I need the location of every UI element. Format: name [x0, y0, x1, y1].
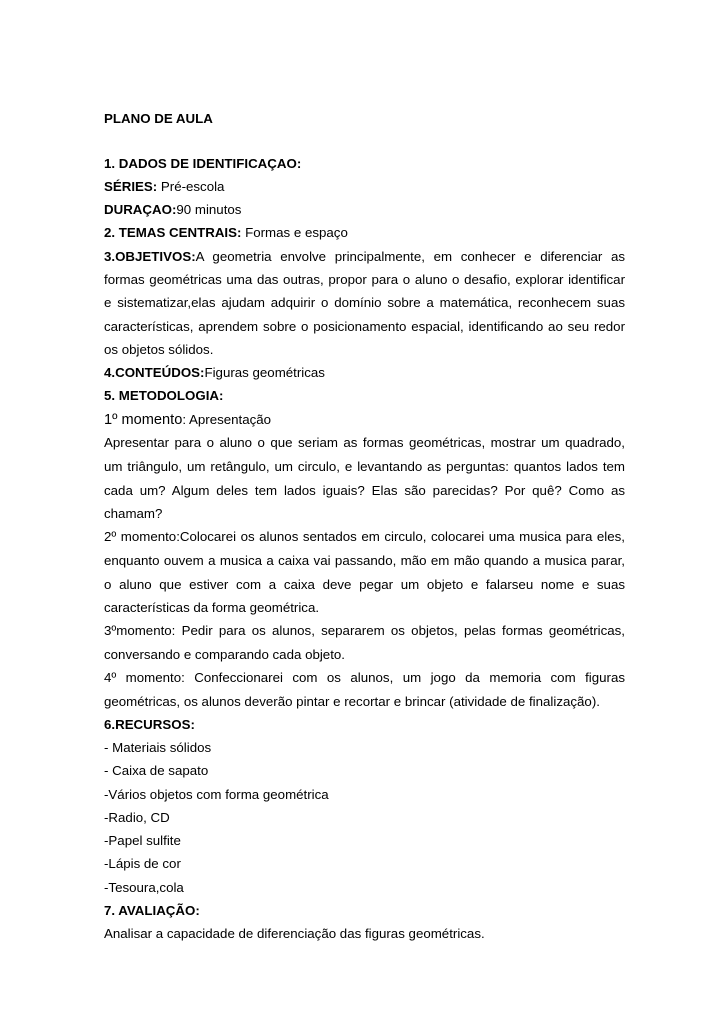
duration-value: 90 minutos	[176, 202, 242, 217]
objectives-line-1	[104, 248, 625, 266]
resource-item: - Caixa de sapato	[104, 763, 209, 778]
resource-item: -Vários objetos com forma geométrica	[104, 787, 329, 802]
methodology-line-7: o aluno que estiver com a caixa deve pegar um objeto e falarseu nome e suas	[104, 577, 625, 592]
objectives-line-4: características, aprendem sobre o posicionamento espacial, identificando ao seu redor	[104, 319, 625, 334]
methodology-line-1: Apresentar para o aluno o que seriam as formas geométricas, mostrar um quadrado,	[104, 435, 625, 450]
moment-1-label: 1º momento	[104, 412, 183, 428]
series-line	[104, 178, 625, 196]
contents-line	[104, 364, 625, 382]
resources-heading: 6.RECURSOS:	[104, 717, 195, 732]
resource-item: -Radio, CD	[104, 810, 170, 825]
methodology-line-9: 3ºmomento: Pedir para os alunos, separarem os objetos, pelas formas geométricas,	[104, 623, 625, 638]
contents-label: 4.CONTEÚDOS:	[104, 365, 205, 380]
themes-label: 2. TEMAS CENTRAIS:	[104, 225, 242, 240]
document-title: PLANO DE AULA	[104, 111, 213, 126]
evaluation-heading: 7. AVALIAÇÃO:	[104, 903, 200, 918]
objectives-line-3: e sistematizar,elas ajudam adquirir o domínio sobre a matemática, reconhecem suas	[104, 295, 625, 310]
methodology-line-8: características da forma geométrica.	[104, 600, 320, 615]
series-value: Pré-escola	[157, 179, 225, 194]
methodology-line-2: um triângulo, um retângulo, um circulo, e levantando as perguntas: quantos lados tem	[104, 459, 625, 474]
contents-value: Figuras geométricas	[204, 365, 325, 380]
resource-item: -Papel sulfite	[104, 833, 181, 848]
evaluation-text: Analisar a capacidade de diferenciação das figuras geométricas.	[104, 926, 485, 941]
methodology-line-5: 2º momento:Colocarei os alunos sentados em circulo, colocarei uma musica para eles,	[104, 529, 625, 544]
methodology-line-6: enquanto ouvem a musica a caixa vai passando, mão em mão quando a musica parar,	[104, 553, 625, 568]
methodology-line-12: geométricas, os alunos deverão pintar e recortar e brincar (atividade de finalização).	[104, 694, 600, 709]
moment-1-value: : Apresentação	[182, 412, 272, 427]
moment-1-line	[104, 411, 625, 429]
themes-value: Formas e espaço	[241, 225, 348, 240]
methodology-line-4: chamam?	[104, 506, 163, 521]
series-label: SÉRIES:	[104, 179, 158, 194]
themes-line	[104, 224, 625, 242]
duration-label: DURAÇAO:	[104, 202, 177, 217]
duration-line	[104, 201, 625, 219]
resource-item: - Materiais sólidos	[104, 740, 212, 755]
methodology-line-10: conversando e comparando cada objeto.	[104, 647, 345, 662]
identification-heading: 1. DADOS DE IDENTIFICAÇAO:	[104, 156, 302, 171]
objectives-line-2: formas geométricas uma das outras, propor para o aluno o desafio, explorar identificar	[104, 272, 625, 287]
methodology-line-3: cada um? Algum deles tem lados iguais? Elas são parecidas? Por quê? Como as	[104, 483, 625, 498]
methodology-line-11: 4º momento: Confeccionarei com os alunos, um jogo da memoria com figuras	[104, 670, 625, 685]
objectives-label: 3.OBJETIVOS:	[104, 249, 196, 264]
objectives-line-5: os objetos sólidos.	[104, 342, 214, 357]
resource-item: -Lápis de cor	[104, 856, 181, 871]
objectives-text: A geometria envolve principalmente, em conhecer e diferenciar as	[195, 249, 625, 264]
methodology-heading: 5. METODOLOGIA:	[104, 388, 224, 403]
resource-item: -Tesoura,cola	[104, 880, 184, 895]
